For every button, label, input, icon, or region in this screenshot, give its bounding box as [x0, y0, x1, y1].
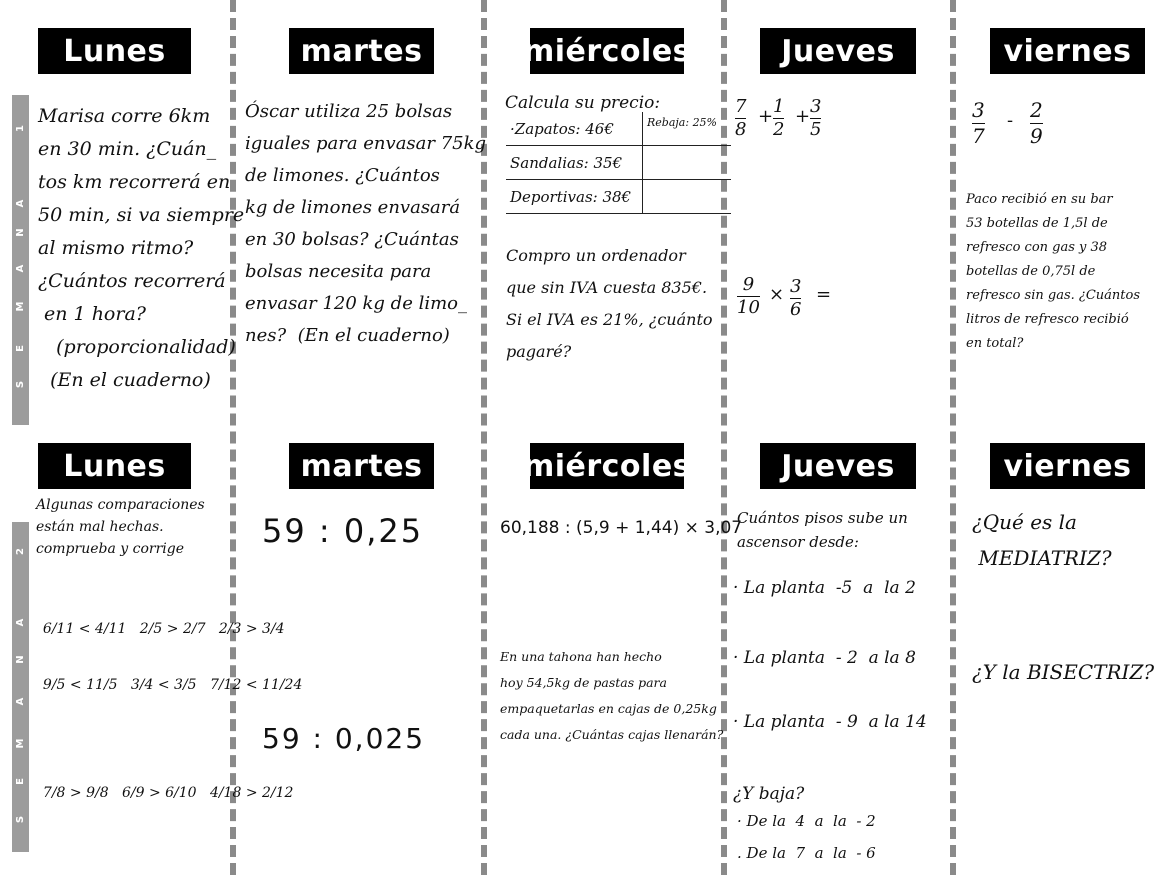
jueves-up-item: · La planta - 9 a la 14	[733, 712, 927, 732]
viernes-question-mediatriz: ¿Qué es la MEDIATRIZ?	[972, 510, 1112, 570]
minus-sign: -	[1007, 110, 1014, 131]
viernes-problem: Paco recibió en su bar 53 botellas de 1,5l de refresco con gas y 38 botellas de 0,75l de refresco sin gas. ¿Cuántos litros de refresco recibió en total?	[966, 192, 1141, 351]
martes-problem: Óscar utiliza 25 bolsas iguales para envasar 75kg de limones. ¿Cuántos kg de limones envasará en 30 bolsas? ¿Cuántas bolsas necesita para envasar 120 kg de limo_ nes? (En el cuaderno)	[245, 101, 487, 346]
equals-sign: =	[816, 284, 832, 305]
miercoles-problem: En una tahona han hecho hoy 54,5kg de pastas para empaquetarlas en cajas de 0,25kg cada una. ¿Cuántas cajas llenarán?	[500, 649, 724, 742]
division-1: 59 : 0,25	[262, 512, 424, 550]
fraction: 7 8	[735, 96, 747, 140]
jueves-title: Cuántos pisos sube un ascensor desde:	[737, 509, 908, 551]
fraction: 3 7	[972, 98, 985, 148]
miercoles-title: Calcula su precio:	[505, 93, 661, 113]
division-2: 59 : 0,025	[262, 722, 426, 755]
jueves-up-item: · La planta -5 a la 2	[733, 578, 916, 598]
fraction: 9 10	[737, 274, 760, 318]
jueves-down-title: ¿Y baja?	[733, 784, 805, 804]
day-header-martes: martes	[289, 443, 434, 489]
day-header-jueves: Jueves	[760, 443, 916, 489]
miercoles-operation: 60,188 : (5,9 + 1,44) × 3,07	[500, 518, 743, 538]
day-header-lunes: Lunes	[38, 28, 191, 74]
discount-label: Rebaja: 25%	[643, 112, 732, 146]
price-item: Sandalias: 35€	[506, 146, 643, 180]
day-header-miercoles: miércoles	[530, 28, 684, 74]
comparison-row: 6/11 < 4/11 2/5 > 2/7 2/3 > 3/4	[42, 621, 285, 637]
plus-sign: +	[795, 106, 811, 127]
jueves-down-item: · De la 4 a la - 2	[737, 812, 876, 830]
jueves-up-item: · La planta - 2 a la 8	[733, 648, 916, 668]
price-table	[506, 112, 731, 214]
fraction: 3 5	[810, 96, 822, 140]
lunes-instructions: Algunas comparaciones están mal hechas. comprueba y corrige	[36, 497, 205, 557]
price-item: Deportivas: 38€	[506, 180, 643, 214]
day-header-viernes: viernes	[990, 443, 1145, 489]
day-header-jueves: Jueves	[760, 28, 916, 74]
day-header-martes: martes	[289, 28, 434, 74]
column-divider	[950, 0, 956, 875]
price-item: ·Zapatos: 46€	[506, 112, 643, 146]
fraction: 3 6	[790, 276, 802, 320]
fraction: 1 2	[773, 96, 785, 140]
comparison-row: 9/5 < 11/5 3/4 < 3/5 7/12 < 11/24	[42, 677, 303, 693]
day-header-viernes: viernes	[990, 28, 1145, 74]
viernes-question-bisectriz: ¿Y la BISECTRIZ?	[972, 660, 1155, 684]
fraction: 2 9	[1030, 98, 1043, 148]
miercoles-problem: Compro un ordenador que sin IVA cuesta 835€. Si el IVA es 21%, ¿cuánto pagaré?	[506, 246, 713, 361]
lunes-problem: Marisa corre 6km en 30 min. ¿Cuán_ tos km recorrerá en 50 min, si va siempre al mismo ritmo? ¿Cuántos recorrerá en 1 hora? (proporcionalidad) (En el cuaderno)	[38, 105, 245, 391]
jueves-down-item: . De la 7 a la - 6	[737, 844, 876, 862]
week-label: 1 A N A M E S	[12, 95, 29, 425]
week-label: 2 A N A M E S	[12, 522, 29, 852]
times-sign: ×	[769, 284, 785, 305]
day-header-miercoles: miércoles	[530, 443, 684, 489]
plus-sign: +	[758, 106, 774, 127]
day-header-lunes: Lunes	[38, 443, 191, 489]
comparison-row: 7/8 > 9/8 6/9 > 6/10 4/18 > 2/12	[42, 785, 294, 801]
